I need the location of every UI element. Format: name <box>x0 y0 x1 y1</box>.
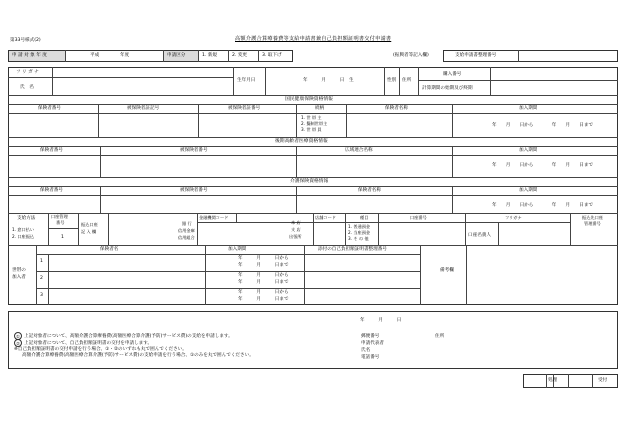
application-type-label: 申請区分 <box>167 53 186 58</box>
elderly-col-insurer: 保険者番号 <box>40 148 63 153</box>
members-col-note: 備考欄 <box>440 268 454 273</box>
birthdate-label: 生年月日 <box>237 78 256 83</box>
nhi-col-relation: 続柄 <box>315 106 325 111</box>
elderly-col-number: 被保険者番号 <box>180 148 208 153</box>
nhi-col-symbol: 被保険者証記号 <box>127 106 160 111</box>
type-regular[interactable]: 1. 普通預金 <box>348 224 371 229</box>
furigana-label: フ リ ガ ナ <box>16 70 39 75</box>
ltc-col-period: 加入期間 <box>519 188 538 193</box>
fin-code-label: 金融機関コード <box>199 215 229 220</box>
members-col-insurer: 保険者名 <box>100 247 119 252</box>
member-row-1-to: 年 月 日まで <box>238 263 289 268</box>
relation-member[interactable]: 3. 世 帯 員 <box>301 127 322 132</box>
transfer-label: 振込口座 <box>81 222 98 227</box>
declaration-line3: ※自己負担額証明書の交付申請を行う場合、①・②のいずれも丸で囲んでください。 <box>14 347 187 352</box>
fiscal-year-label: 申 請 対 象 年 度 <box>12 53 47 58</box>
method-transfer[interactable]: 2. 口座振込 <box>12 234 35 239</box>
members-col-cert: 添付の自己負担額証明書整理番号 <box>318 247 387 252</box>
account-mgmt-value: 1 <box>61 235 64 240</box>
dest-label: 振込先口座 <box>582 215 603 220</box>
elderly-col-period: 加入期間 <box>519 148 538 153</box>
era-text: 平成 <box>90 53 100 58</box>
bank-label[interactable]: 銀 行 <box>182 221 192 226</box>
ltc-col-insurer-name: 保険者名称 <box>358 188 381 193</box>
form-number: 第33号様式(2) <box>10 38 41 43</box>
transfer-sub: 記 入 欄 <box>81 229 97 234</box>
nhi-col-period: 加入期間 <box>519 106 538 111</box>
nhi-heading: 国民健康保険資格情報 <box>285 97 333 102</box>
branch-office[interactable]: 出張所 <box>289 234 302 239</box>
elderly-col-union: 広域連合名称 <box>345 148 373 153</box>
declaration-address-label: 住所 <box>435 334 445 339</box>
declaration-line1: 上記対象者について、高額介護合算療養費(高額医療合算介護(予防)サービス費)の支給を申請します。 <box>24 334 233 339</box>
members-col-period: 加入期間 <box>228 247 247 252</box>
option-withdraw[interactable]: 3. 取下げ <box>262 53 282 58</box>
elderly-period-value: 年 月 日から 年 月 日まで <box>492 163 594 168</box>
declaration-box <box>8 311 618 369</box>
footer-process-label: 処理 <box>548 378 558 383</box>
account-mgmt-label: 口座管理 <box>51 214 68 219</box>
postal-label: 郵便番号 <box>361 334 380 339</box>
circle-one-icon[interactable]: ① <box>14 332 22 340</box>
method-label: 支給方法 <box>17 216 36 221</box>
member-row-1-num: 1 <box>40 259 43 264</box>
period-label: 計算期間の始期及び終期 <box>422 86 473 91</box>
declaration-name-label: 氏名 <box>361 348 371 353</box>
member-row-3-from: 年 月 日から <box>238 290 289 295</box>
branch-sub[interactable]: 支 店 <box>291 227 301 232</box>
credit-label[interactable]: 信用金庫 <box>178 228 195 233</box>
account-mgmt-sub: 番号 <box>56 220 65 225</box>
type-label: 種目 <box>360 215 369 220</box>
gender-label: 性別 <box>387 78 397 83</box>
method-counter[interactable]: 1. 窓口払い <box>12 227 35 232</box>
circle-two-icon[interactable]: ② <box>14 339 22 347</box>
members-side-label: 世帯の <box>12 268 26 273</box>
nhi-period-value: 年 月 日から 年 月 日まで <box>492 123 594 128</box>
holder-label: 口座名義人 <box>468 233 491 238</box>
ltc-period-value: 年 月 日から 年 月 日まで <box>492 203 594 208</box>
year-suffix: 年度 <box>120 53 130 58</box>
payment-furigana-label: フリガナ <box>505 215 522 220</box>
ltc-heading: 介護保険資格情報 <box>290 179 329 184</box>
store-code-label: 店舗コード <box>315 215 336 220</box>
relation-head[interactable]: 1. 世 帯 主 <box>301 115 322 120</box>
representative-label: 申請代表者 <box>361 341 384 346</box>
footer-receipt-label: 受付 <box>598 378 608 383</box>
coop-label[interactable]: 信用組合 <box>178 235 195 240</box>
nhi-col-number: 被保険者証番号 <box>228 106 261 111</box>
declaration-date: 年 月 日 <box>360 318 402 323</box>
nhi-col-insurer-name: 保険者名称 <box>385 106 408 111</box>
relation-deemed[interactable]: 2. 擬制世帯主 <box>301 121 328 126</box>
type-current[interactable]: 2. 当座預金 <box>348 230 371 235</box>
form-title: 高額介護合算療養費等支給申請書兼自己負担額証明書交付申請書 <box>235 36 392 42</box>
payment-id-label: 支給申請書整理番号 <box>455 53 497 58</box>
dest-sub: 管理番号 <box>584 221 601 226</box>
ltc-col-number: 被保険者番号 <box>180 188 208 193</box>
name-label: 氏 名 <box>20 85 34 90</box>
branch-main[interactable]: 本 店 <box>291 220 301 225</box>
member-row-2-num: 2 <box>40 276 43 281</box>
declaration-line2: 上記対象者について、自己負担額証明書の交付を申請します。 <box>24 341 153 346</box>
birthdate-value: 年 月 日 生 <box>303 78 354 83</box>
member-row-1-from: 年 月 日から <box>238 256 289 261</box>
option-new[interactable]: 1. 新規 <box>202 53 218 58</box>
recipient-mark: (振興者等記入欄) <box>393 53 429 58</box>
member-row-3-to: 年 月 日まで <box>238 297 289 302</box>
member-row-3-num: 3 <box>40 293 43 298</box>
purchase-label: 購入番号 <box>443 72 462 77</box>
member-row-2-to: 年 月 日まで <box>238 280 289 285</box>
elderly-heading: 後期高齢者医療資格情報 <box>275 139 328 144</box>
option-change[interactable]: 2. 変更 <box>232 53 248 58</box>
members-side-label2: 加入者 <box>12 275 26 280</box>
phone-label: 電話番号 <box>361 355 380 360</box>
ltc-col-insurer: 保険者番号 <box>40 188 63 193</box>
member-row-2-from: 年 月 日から <box>238 273 289 278</box>
declaration-line4: 高額介護合算療養費(高額医療合算介護(予防)サービス費)の支給申請を行う場合、①のみを丸で囲んでください。 <box>22 353 254 358</box>
address-label: 住所 <box>402 78 412 83</box>
nhi-col-insurer: 保険者番号 <box>38 106 61 111</box>
account-no-label: 口座番号 <box>410 215 427 220</box>
type-other[interactable]: 3. そ の 他 <box>348 236 369 241</box>
